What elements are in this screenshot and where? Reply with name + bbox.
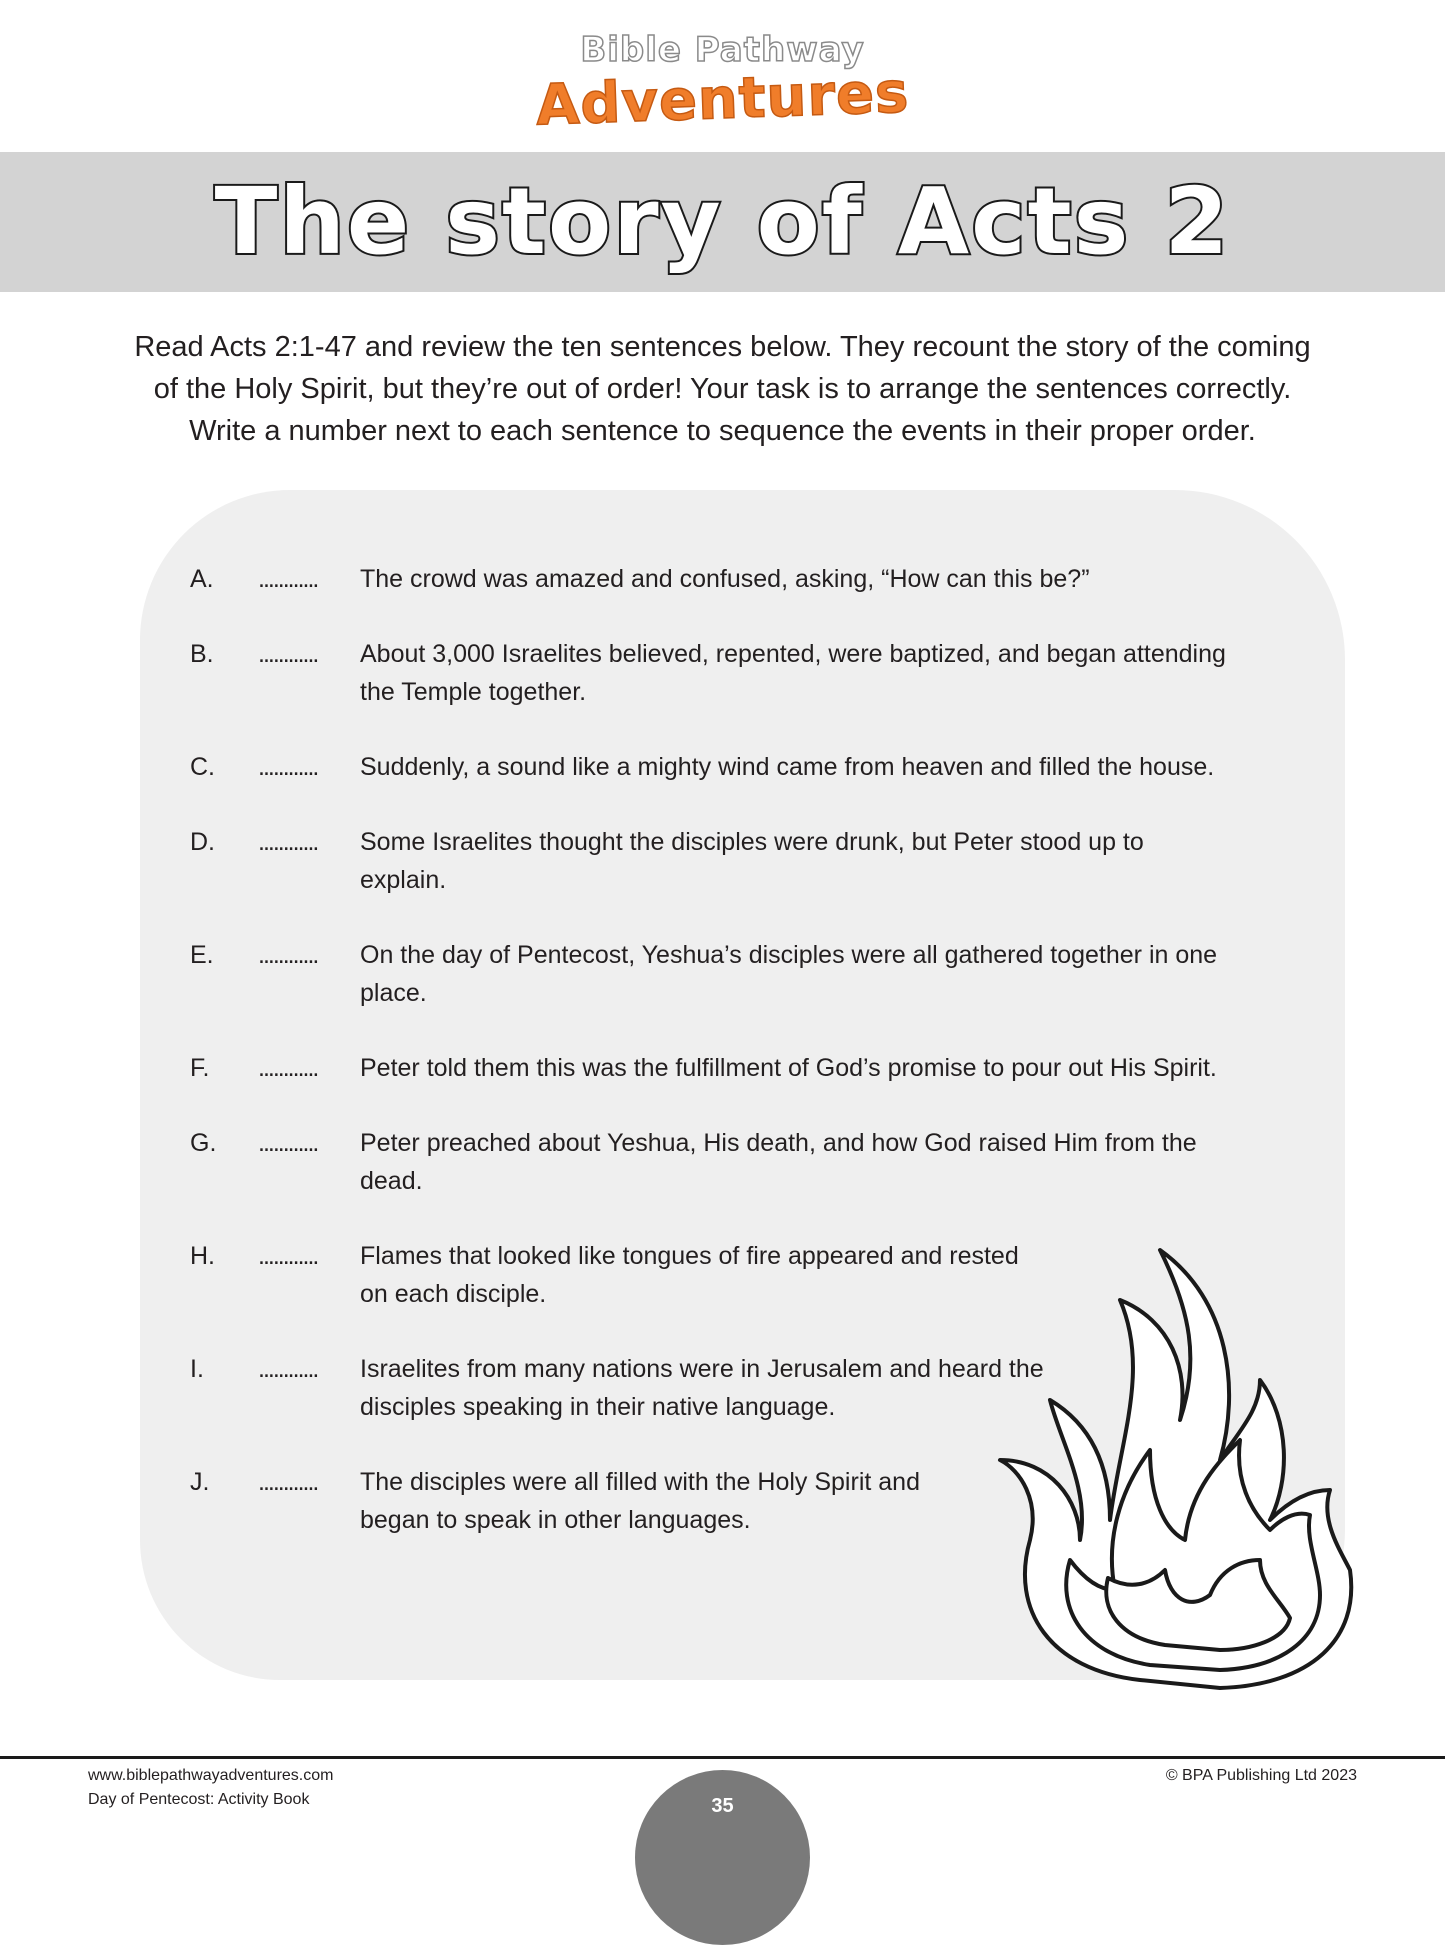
footer-website[interactable]: www.biblepathwayadventures.com [88,1767,334,1784]
item-text-line: the Temple together. [360,678,587,706]
item-text-line: dead. [360,1167,423,1195]
item-text [360,936,1217,1012]
answer-blank[interactable]: ............ [258,565,318,593]
item-text-line: Suddenly, a sound like a mighty wind came from heaven and filled the house. [360,753,1215,781]
instructions-line: of the Holy Spirit, but they’re out of order! Your task is to arrange the sentences correctly. [153,373,1292,405]
footer-divider [0,1756,1445,1759]
item-letter: G. [190,1129,217,1157]
flame-icon [990,1240,1370,1700]
item-text [360,823,1144,899]
answer-blank[interactable]: ............ [258,1468,318,1496]
item-letter: E. [190,941,214,969]
item-text-line: place. [360,979,427,1007]
item-letter: I. [190,1355,204,1383]
answer-blank[interactable]: ............ [258,1355,318,1383]
answer-blank[interactable]: ............ [258,828,318,856]
item-text [360,1350,1044,1426]
answer-blank[interactable]: ............ [258,1242,318,1270]
instructions-line: Write a number next to each sentence to sequence the events in their proper order. [189,415,1256,447]
item-text-line: Peter preached about Yeshua, His death, and how God raised Him from the [360,1129,1197,1157]
footer-left [88,1764,333,1812]
item-text-line: Some Israelites thought the disciples were drunk, but Peter stood up to [360,828,1144,856]
item-text-line: Israelites from many nations were in Jerusalem and heard the [360,1355,1044,1383]
item-letter: C. [190,753,215,781]
item-letter: J. [190,1468,210,1496]
item-letter: H. [190,1242,215,1270]
instructions-line: Read Acts 2:1-47 and review the ten sentences below. They recount the story of the coming [134,331,1311,363]
item-text-line: About 3,000 Israelites believed, repented, were baptized, and began attending [360,640,1226,668]
item-text-line: On the day of Pentecost, Yeshua’s disciples were all gathered together in one [360,941,1218,969]
item-text [360,1049,1217,1087]
answer-blank[interactable]: ............ [258,941,318,969]
item-text [360,635,1226,711]
answer-blank[interactable]: ............ [258,640,318,668]
item-letter: D. [190,828,215,856]
item-text-line: disciples speaking in their native language. [360,1393,836,1421]
instructions [80,326,1365,452]
item-text [360,1124,1197,1200]
logo-top-text: Bible Pathway [580,30,865,70]
logo-bottom-text: Adventures [534,60,911,139]
item-text-line: Peter told them this was the fulfillment of God’s promise to pour out His Spirit. [360,1054,1217,1082]
item-text [360,1237,1019,1313]
answer-blank[interactable]: ............ [258,1129,318,1157]
page-number: 35 [711,1795,734,1817]
item-text-line: on each disciple. [360,1280,547,1308]
page-title: The story of Acts 2 [214,168,1231,275]
footer-book-title: Day of Pentecost: Activity Book [88,1791,310,1808]
item-text-line: The crowd was amazed and confused, asking, “How can this be?” [360,565,1090,593]
answer-blank[interactable]: ............ [258,753,318,781]
item-text [360,748,1214,786]
item-text-line: The disciples were all filled with the Holy Spirit and [360,1468,920,1496]
answer-blank[interactable]: ............ [258,1054,318,1082]
item-text-line: explain. [360,866,447,894]
item-text [360,1463,920,1539]
logo [0,30,1445,139]
item-text-line: Flames that looked like tongues of fire appeared and rested [360,1242,1019,1270]
item-letter: B. [190,640,214,668]
item-letter: A. [190,565,214,593]
footer-copyright: © BPA Publishing Ltd 2023 [1165,1767,1357,1784]
item-text-line: began to speak in other languages. [360,1506,751,1534]
item-letter: F. [190,1054,210,1082]
item-text [360,560,1090,598]
